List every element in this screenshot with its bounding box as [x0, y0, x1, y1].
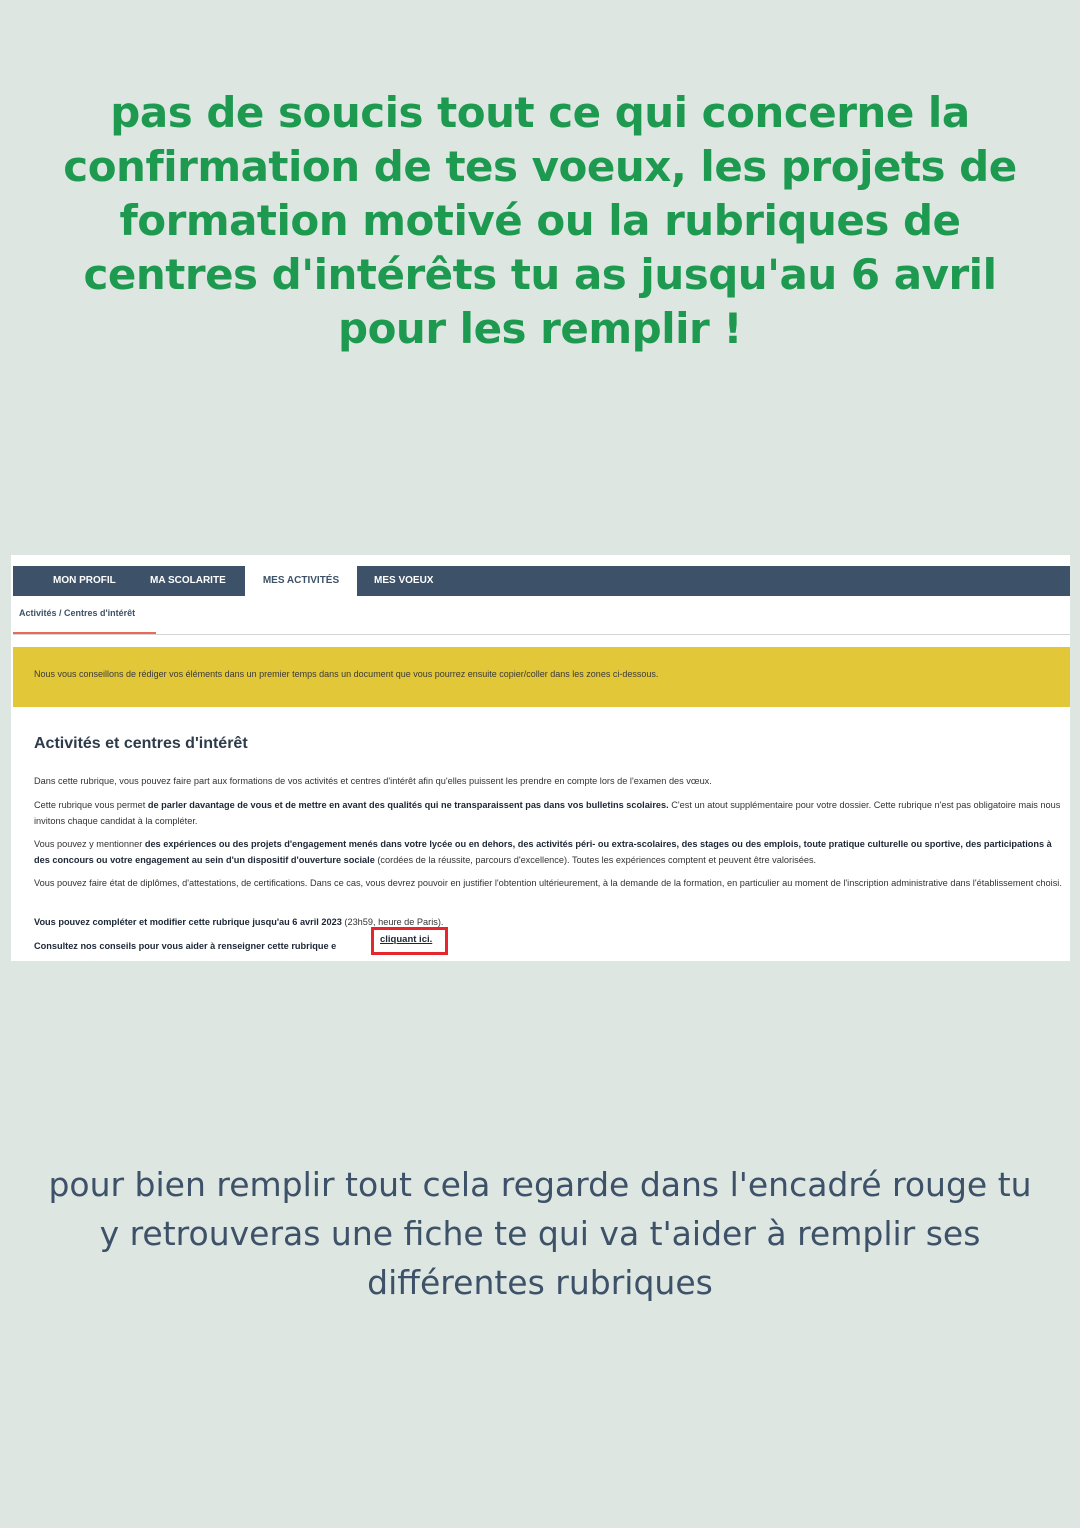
tab-mon-profil[interactable]: MON PROFIL: [53, 575, 116, 586]
paragraph-experiences: [34, 836, 1062, 868]
paragraph-deadline-bold: Vous pouvez compléter et modifier cette rubrique jusqu'au 6 avril 2023: [34, 917, 342, 927]
paragraph-diplomes: Vous pouvez faire état de diplômes, d'attestations, de certifications. Dans ce cas, vous devrez pouvoir en justifier l'obtention ultérieurement, à la demande de la formation, en particulier au moment de l'inscription administrative dans l'établissement choisi.: [34, 878, 1062, 888]
conseils-link[interactable]: cliquant ici.: [380, 934, 433, 945]
paragraph-rubrique-post: C'est un atout supplémentaire pour votre dossier. Cette rubrique n'est pas obligatoire mais nous invitons chaque candidat à la compléter.: [34, 800, 1061, 826]
tab-mes-activites[interactable]: MES ACTIVITÉS: [245, 566, 357, 597]
paragraph-deadline-post: (23h59, heure de Paris).: [341, 917, 444, 927]
paragraph-rubrique-pre: Cette rubrique vous permet: [34, 800, 148, 810]
paragraph-experiences-bold: des expériences ou des projets d'engagement menés dans votre lycée ou en dehors, des activités péri- ou extra-scolaires, des stages ou des emplois, toute pratique culturelle ou sportive, des participations à des concours ou votre engagement au sein d'un dispositif d'ouverture sociale: [34, 839, 1052, 865]
main-nav: [13, 566, 1070, 596]
paragraph-intro: Dans cette rubrique, vous pouvez faire part aux formations de vos activités et centres d'intérêt afin qu'elles puissent les prendre en compte lors de l'examen des vœux.: [34, 776, 712, 786]
section-title: Activités et centres d'intérêt: [34, 735, 248, 752]
tab-ma-scolarite[interactable]: MA SCOLARITE: [150, 575, 226, 586]
sub-nav: [13, 596, 1070, 635]
advice-alert: Nous vous conseillons de rédiger vos éléments dans un premier temps dans un document que vous pourrez ensuite copier/coller dans les zones ci-dessous.: [13, 647, 1070, 707]
footer-note: pour bien remplir tout cela regarde dans l'encadré rouge tu y retrouveras une fiche te qui va t'aider à remplir ses différentes rubriques: [48, 1165, 1032, 1302]
subtab-activites-centres-interet[interactable]: Activités / Centres d'intérêt: [13, 596, 156, 634]
tab-mes-voeux[interactable]: MES VOEUX: [374, 575, 434, 586]
paragraph-rubrique-bold: de parler davantage de vous et de mettre en avant des qualités qui ne transparaissent pas dans vos bulletins scolaires.: [147, 800, 669, 810]
paragraph-experiences-pre: Vous pouvez y mentionner: [34, 839, 145, 849]
paragraph-conseils-text: Consultez nos conseils pour vous aider à renseigner cette rubrique e: [34, 941, 337, 951]
paragraph-experiences-post: (cordées de la réussite, parcours d'excellence). Toutes les expériences comptent et peuvent être valorisées.: [374, 855, 817, 865]
parcoursup-screenshot: [11, 555, 1070, 961]
paragraph-conseils: [34, 938, 1062, 954]
paragraph-deadline: [34, 914, 1062, 930]
paragraph-rubrique: [34, 797, 1062, 829]
headline-text: pas de soucis tout ce qui concerne la confirmation de tes voeux, les projets de formation motivé ou la rubriques de centres d'intérêts tu as jusqu'au 6 avril pour les remplir !: [63, 88, 1017, 353]
